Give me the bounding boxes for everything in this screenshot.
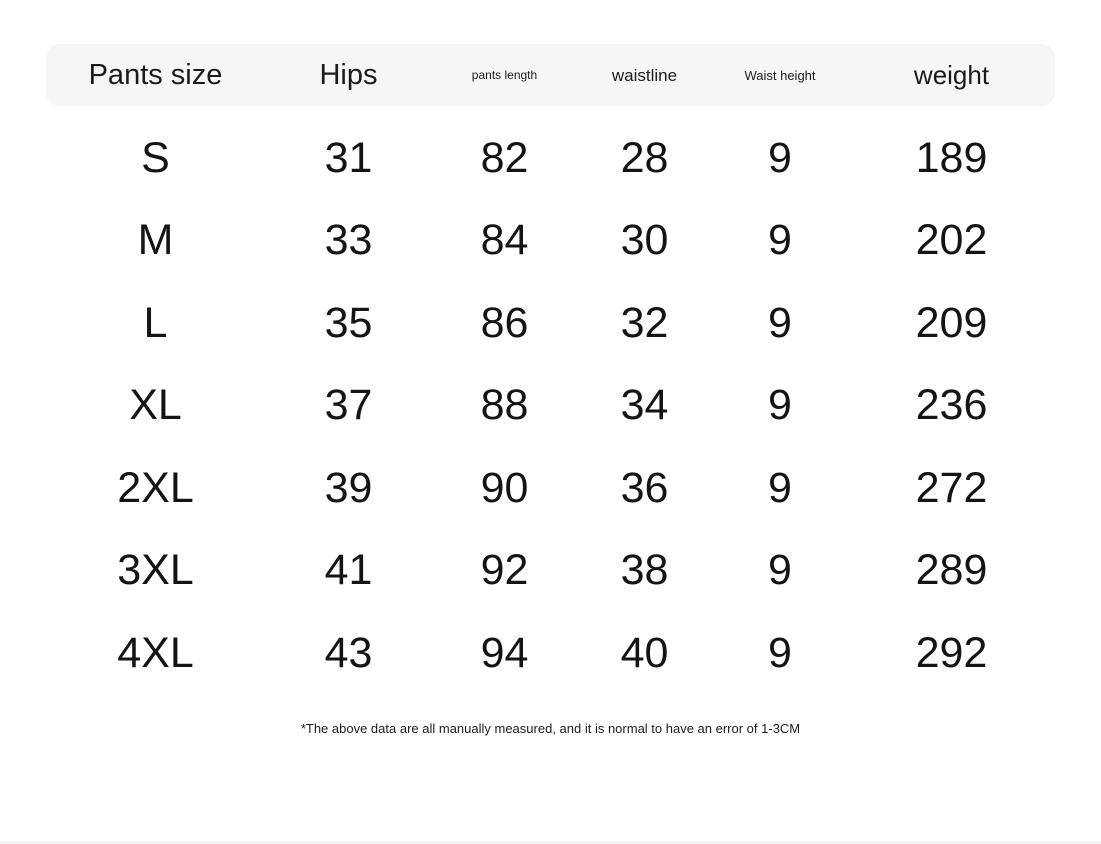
waistline-cell: 40 [620,628,669,677]
waist-height-cell: 9 [768,133,792,182]
hips-cell: 35 [324,298,373,347]
table-row [46,200,1055,283]
table-row [46,117,1055,200]
waist-height-cell: 9 [768,463,792,512]
header-cell-waist-height: Waist height [744,67,816,83]
weight-cell: 292 [915,628,988,677]
weight-cell: 236 [915,381,988,430]
size-cell: S [141,133,170,182]
table-row [46,612,1055,695]
table-header-row [46,44,1055,106]
weight-cell: 202 [915,216,988,265]
table-body [46,117,1055,695]
pants-length-cell: 84 [480,216,529,265]
size-cell: M [137,216,174,265]
waist-height-cell: 9 [768,628,792,677]
hips-cell: 39 [324,463,373,512]
size-cell: L [143,298,168,347]
pants-length-cell: 82 [480,133,529,182]
header-cell-pants-length: pants length [471,68,538,82]
size-cell: 3XL [117,546,194,595]
waist-height-cell: 9 [768,546,792,595]
pants-length-cell: 90 [480,463,529,512]
waist-height-cell: 9 [768,298,792,347]
header-cell-weight: weight [913,60,990,90]
waistline-cell: 34 [620,381,669,430]
pants-length-cell: 86 [480,298,529,347]
weight-cell: 209 [915,298,988,347]
hips-cell: 41 [324,546,373,595]
pants-length-cell: 88 [480,381,529,430]
weight-cell: 272 [915,463,988,512]
waistline-cell: 32 [620,298,669,347]
footnote: *The above data are all manually measured, and it is normal to have an error of 1-3CM [300,720,801,736]
waistline-cell: 36 [620,463,669,512]
size-cell: 2XL [117,463,194,512]
waistline-cell: 28 [620,133,669,182]
waistline-cell: 30 [620,216,669,265]
table-row [46,282,1055,365]
weight-cell: 289 [915,546,988,595]
waist-height-cell: 9 [768,216,792,265]
table-row [46,447,1055,530]
waist-height-cell: 9 [768,381,792,430]
size-table [46,44,1055,736]
size-cell: XL [129,381,182,430]
hips-cell: 33 [324,216,373,265]
hips-cell: 43 [324,628,373,677]
hips-cell: 37 [324,381,373,430]
waistline-cell: 38 [620,546,669,595]
header-cell-hips: Hips [319,58,378,91]
size-cell: 4XL [117,628,194,677]
hips-cell: 31 [324,133,373,182]
pants-length-cell: 92 [480,546,529,595]
header-cell-pants-size: Pants size [88,58,223,91]
weight-cell: 189 [915,133,988,182]
table-row [46,530,1055,613]
pants-length-cell: 94 [480,628,529,677]
table-row [46,365,1055,448]
header-cell-waistline: waistline [611,65,678,85]
